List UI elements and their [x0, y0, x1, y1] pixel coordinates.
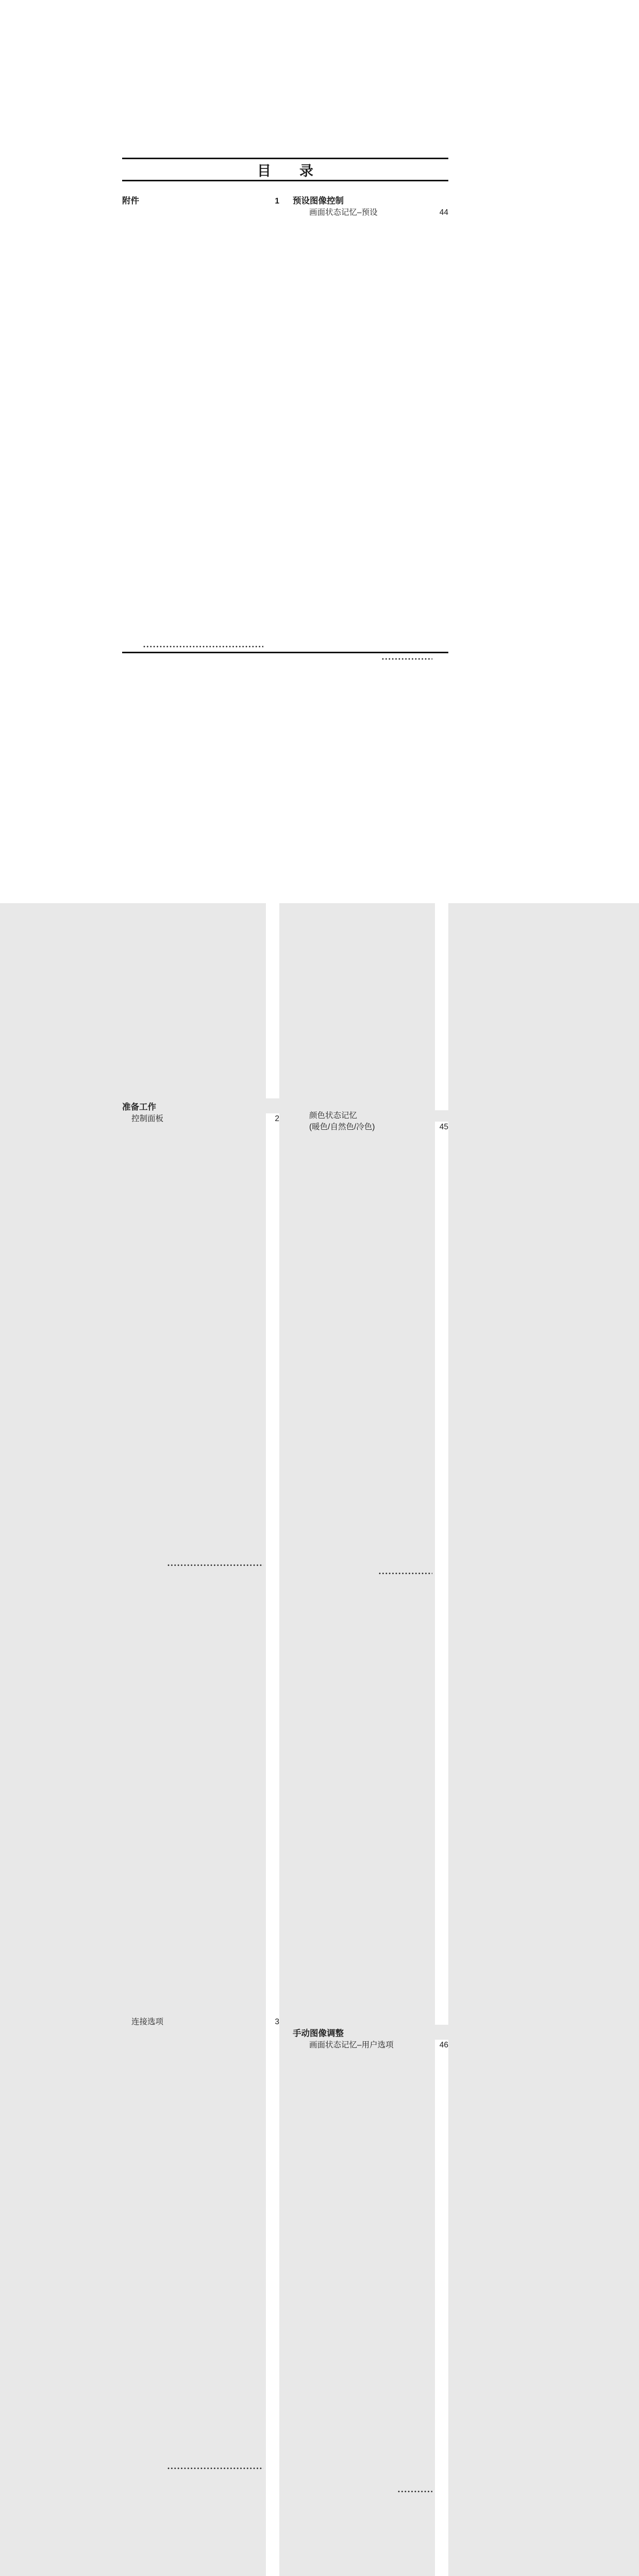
toc-column-right — [293, 195, 448, 2576]
page-title: 目 录 — [257, 163, 321, 179]
toc-entry-label: 预设图像控制 — [293, 196, 344, 206]
toc-page-number: 3 — [266, 2016, 279, 2576]
toc-entry-label: (暖色/自然色/冷色) — [309, 1123, 375, 1131]
toc-entry — [293, 1122, 448, 2025]
toc-column-left — [122, 195, 279, 2576]
toc-page-number: 1 — [266, 195, 279, 1098]
toc-entry — [122, 1113, 279, 2016]
toc-page-number: 46 — [435, 2040, 448, 2576]
toc-entry — [293, 207, 448, 1110]
toc-entry-label: 连接选项 — [131, 2018, 164, 2026]
toc-section-header — [293, 2027, 448, 2040]
toc-entry-label: 画面状态记忆–预设 — [309, 208, 378, 217]
toc-columns — [122, 195, 448, 2576]
dot-leader — [378, 1572, 432, 1575]
toc-entry-label: 画面状态记忆–用户选项 — [309, 2041, 394, 2049]
title-block — [122, 158, 448, 181]
toc-section-header — [122, 1101, 279, 1113]
toc-entry — [293, 2040, 448, 2576]
toc-page-number: 45 — [435, 1122, 448, 2025]
toc-section-header — [293, 195, 448, 207]
toc-entry-label: 准备工作 — [122, 1103, 156, 1112]
toc-page-number: 44 — [435, 207, 448, 1110]
bottom-rule — [122, 652, 448, 653]
toc-content — [122, 158, 448, 2576]
dot-leader — [397, 2490, 432, 2493]
dot-leader — [381, 657, 432, 660]
toc-entry-label: 控制面板 — [131, 1114, 164, 1123]
toc-entry — [122, 2016, 279, 2576]
dot-leader — [143, 645, 263, 648]
toc-entry-label: 颜色状态记忆 — [309, 1111, 358, 1120]
toc-entry-label: 手动图像调整 — [293, 2029, 344, 2038]
toc-entry — [293, 1110, 448, 1122]
toc-entry-label: 附件 — [122, 196, 139, 206]
toc-page-number: 2 — [266, 1113, 279, 2016]
dot-leader — [167, 1564, 263, 1567]
toc-entry — [122, 195, 279, 1098]
dot-leader — [167, 2467, 263, 2470]
